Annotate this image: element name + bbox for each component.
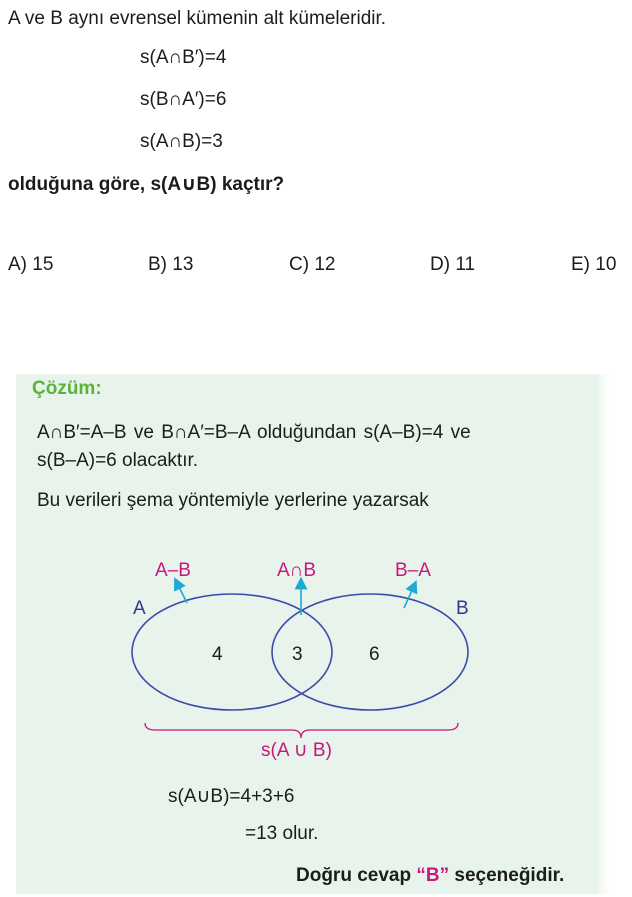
given-3: s(A∩B)=3 bbox=[140, 131, 223, 152]
label-b-minus-a: B–A bbox=[395, 560, 431, 581]
calc-line-1: s(A∪B)=4+3+6 bbox=[168, 786, 295, 807]
given-2: s(B∩A′)=6 bbox=[140, 89, 227, 110]
set-b-label: B bbox=[456, 598, 469, 619]
option-d[interactable]: D) 11 bbox=[430, 254, 476, 275]
option-a[interactable]: A) 15 bbox=[8, 254, 54, 275]
option-e[interactable]: E) 10 bbox=[571, 254, 617, 275]
solution-title: Çözüm: bbox=[32, 378, 102, 399]
label-a-and-b: A∩B bbox=[277, 560, 317, 581]
solution-line-2: s(B–A)=6 olacaktır. bbox=[37, 450, 199, 471]
option-c[interactable]: C) 12 bbox=[289, 254, 336, 275]
solution-line-3: Bu verileri şema yöntemiyle yerlerine yazarsak bbox=[37, 490, 429, 511]
question-intro: A ve B aynı evrensel kümenin alt kümeleridir. bbox=[8, 8, 387, 29]
set-a-label: A bbox=[133, 598, 146, 619]
value-both: 3 bbox=[292, 644, 303, 665]
union-label: s(A ∪ B) bbox=[261, 740, 332, 761]
value-a-only: 4 bbox=[212, 644, 223, 665]
calc-line-2: =13 olur. bbox=[245, 823, 319, 844]
union-brace bbox=[145, 723, 458, 738]
value-b-only: 6 bbox=[369, 644, 380, 665]
solution-line-1: A∩B′=A–B ve B∩A′=B–A olduğundan s(A–B)=4 ve bbox=[37, 422, 471, 443]
venn-diagram bbox=[0, 540, 632, 770]
answer-statement: Doğru cevap “B” seçeneğidir. bbox=[296, 865, 565, 886]
question-ask: olduğuna göre, s(A∪B) kaçtır? bbox=[8, 174, 285, 195]
answer-choice: “B” bbox=[416, 865, 450, 886]
arrow-a-minus-b bbox=[177, 583, 187, 603]
label-a-minus-b: A–B bbox=[155, 560, 191, 581]
given-1: s(A∩B′)=4 bbox=[140, 47, 227, 68]
option-b[interactable]: B) 13 bbox=[148, 254, 194, 275]
